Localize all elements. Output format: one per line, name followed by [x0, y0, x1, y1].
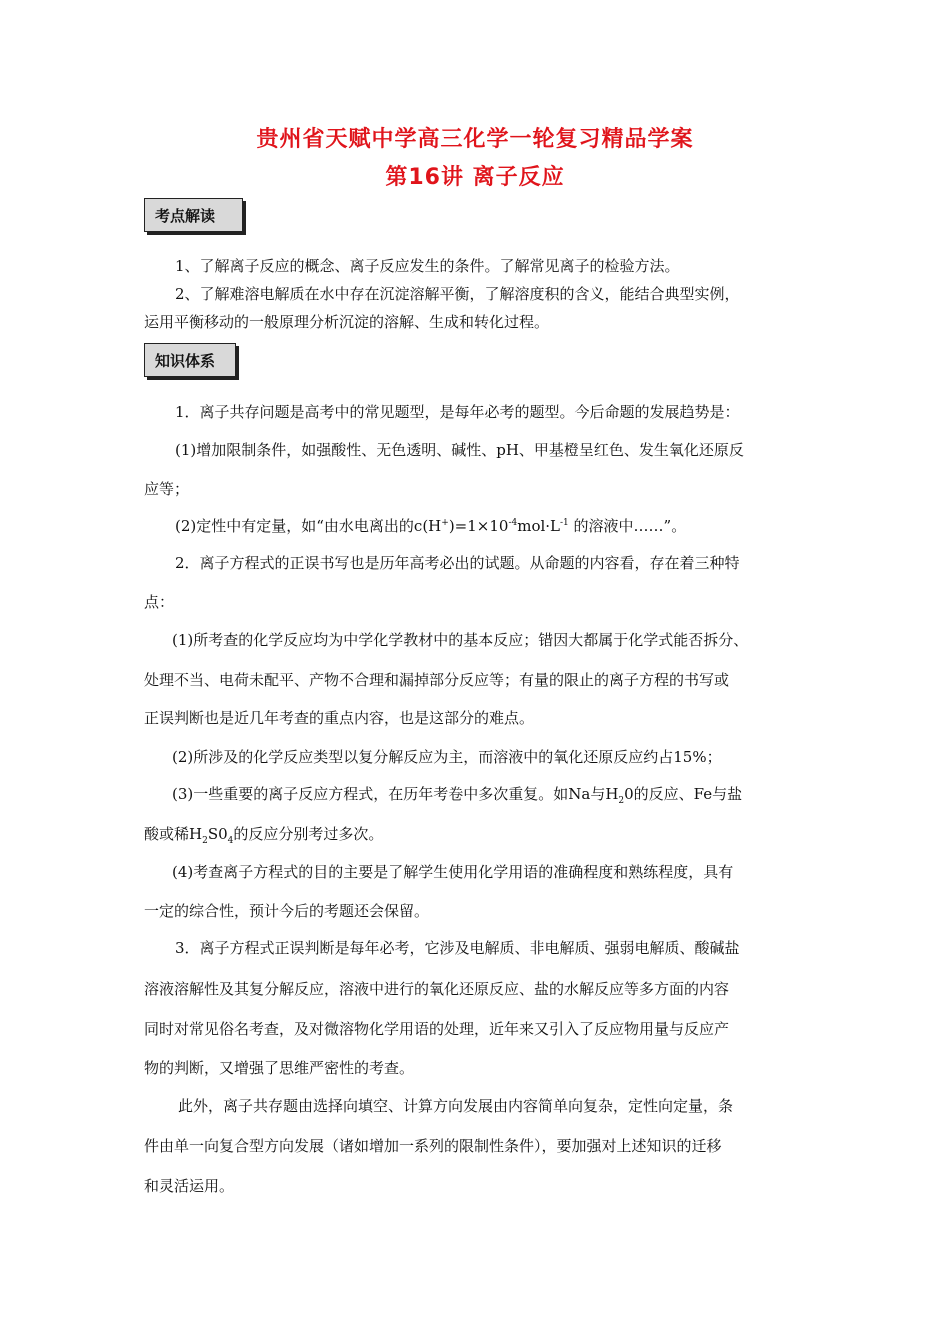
- section-label-exam-points: 考点解读: [144, 198, 243, 232]
- paragraph-line: (1)增加限制条件，如强酸性、无色透明、碱性、pH、甲基橙呈红色、发生氧化还原反: [175, 441, 744, 459]
- paragraph-line: (1)所考查的化学反应均为中学化学教材中的基本反应；错因大都属于化学式能否拆分、: [172, 631, 749, 649]
- paragraph-line: 应等；: [144, 480, 190, 498]
- document-title: 贵州省天赋中学高三化学一轮复习精品学案: [256, 127, 694, 152]
- paragraph-line: 3．离子方程式正误判断是每年必考，它涉及电解质、非电解质、强弱电解质、酸碱盐: [175, 939, 740, 957]
- lesson-title: 第16讲 离子反应: [385, 165, 565, 190]
- paragraph-line: (2)定性中有定量，如“由水电离出的$c(H^+)=1\times 10^{-4}mol\cdot L^{-1}$ 的溶液中……”。: [175, 517, 687, 535]
- paragraph-line: 2．离子方程式的正误书写也是历年高考必出的试题。从命题的内容看，存在着三种特: [175, 554, 740, 572]
- paragraph-line: 溶液溶解性及其复分解反应，溶液中进行的氧化还原反应、盐的水解反应等多方面的内容: [144, 980, 730, 998]
- paragraph-line: 点：: [144, 593, 175, 611]
- paragraph-line: 1、了解离子反应的概念、离子反应发生的条件。了解常见离子的检验方法。: [175, 257, 680, 275]
- section-label-knowledge-system: 知识体系: [144, 343, 236, 377]
- paragraph-line: 和灵活运用。: [144, 1177, 235, 1195]
- paragraph-line: 物的判断，又增强了思维严密性的考查。: [144, 1059, 415, 1077]
- paragraph-line: 处理不当、电荷未配平、产物不合理和漏掉部分反应等；有量的限止的离子方程的书写或: [144, 671, 730, 689]
- paragraph-line: 此外，离子共存题由选择向填空、计算方向发展由内容简单向复杂，定性向定量，条: [178, 1097, 734, 1115]
- paragraph-line: 件由单一向复合型方向发展（诸如增加一系列的限制性条件），要加强对上述知识的迁移: [144, 1137, 722, 1155]
- paragraph-line: 2、了解难溶电解质在水中存在沉淀溶解平衡，了解溶度积的含义，能结合典型实例，: [175, 285, 740, 303]
- paragraph-line: 1．离子共存问题是高考中的常见题型，是每年必考的题型。今后命题的发展趋势是：: [175, 403, 740, 421]
- paragraph-line: 正误判断也是近几年考查的重点内容，也是这部分的难点。: [144, 709, 535, 727]
- paragraph-line: 同时对常见俗名考查，及对微溶物化学用语的处理，近年来又引入了反应物用量与反应产: [144, 1020, 730, 1038]
- paragraph-line: (2)所涉及的化学反应类型以复分解反应为主，而溶液中的氧化还原反应约占15%；: [172, 748, 722, 766]
- paragraph-line: 一定的综合性，预计今后的考题还会保留。: [144, 902, 430, 920]
- paragraph-line: 酸或稀$H_2S0_4$的反应分别考过多次。: [144, 825, 384, 846]
- paragraph-line: 运用平衡移动的一般原理分析沉淀的溶解、生成和转化过程。: [144, 313, 550, 331]
- paragraph-line: (3)一些重要的离子反应方程式，在历年考卷中多次重复。如Na与$H_20$的反应、Fe与盐: [172, 785, 743, 806]
- paragraph-line: (4)考查离子方程式的目的主要是了解学生使用化学用语的准确程度和熟练程度，具有: [172, 863, 734, 881]
